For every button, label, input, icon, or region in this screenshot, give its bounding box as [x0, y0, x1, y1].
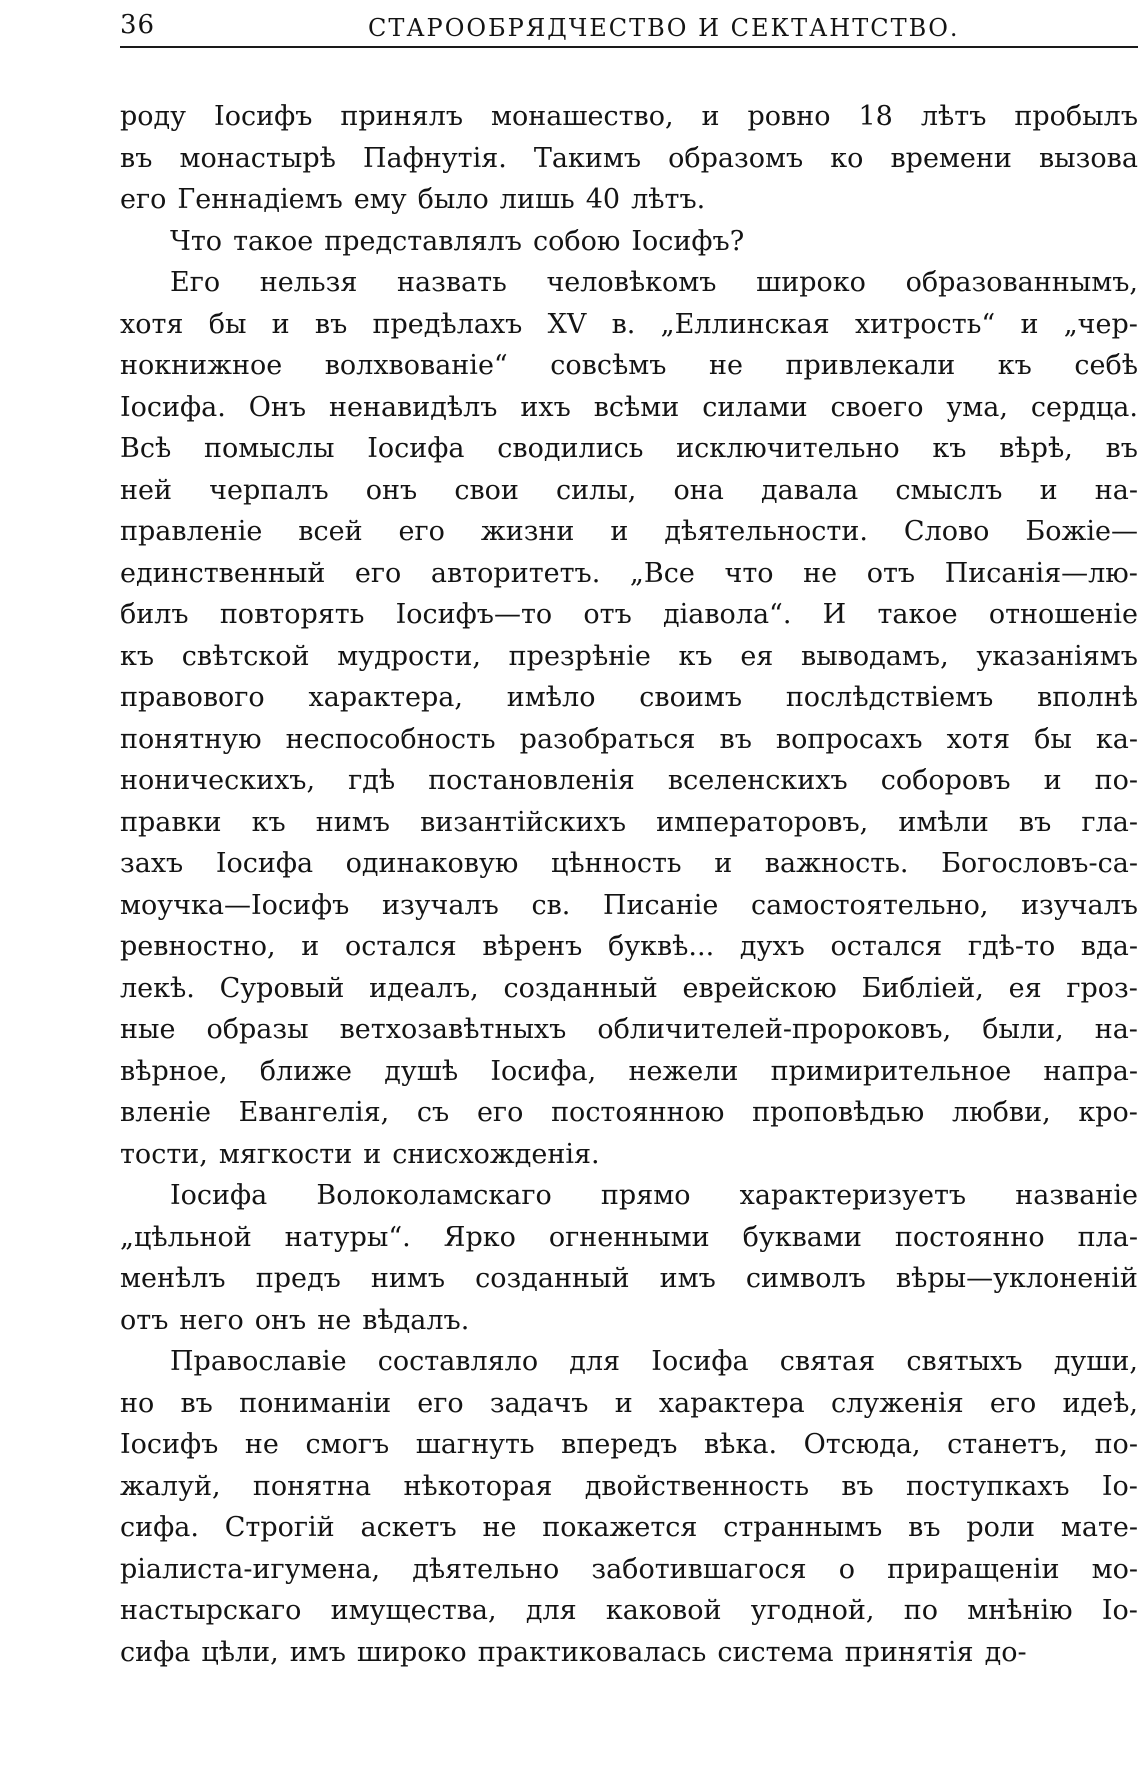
paragraph	[120, 1175, 1138, 1341]
running-title: СТАРООБРЯДЧЕСТВО И СЕКТАНТСТВО.	[368, 14, 960, 42]
text-line: его Геннадіемъ ему было лишь 40 лѣтъ.	[120, 184, 706, 215]
running-head	[120, 6, 1138, 48]
paragraph	[120, 96, 1138, 221]
paragraph	[120, 1341, 1138, 1673]
text-line: хотя бы и въ предѣлахъ XV в. „Еллинская хитрость“ и „чер-	[120, 308, 1138, 340]
text-line: Іосифа. Онъ ненавидѣлъ ихъ всѣми силами своего ума, сердца.	[120, 391, 1138, 423]
text-line: Всѣ помыслы Іосифа сводились исключительно къ вѣрѣ, въ	[120, 433, 1138, 464]
text-line: билъ повторять Іосифъ—то отъ діавола“. И такое отношеніе	[120, 599, 1138, 630]
text-line: „цѣльной натуры“. Ярко огненными буквами постоянно пла-	[120, 1221, 1138, 1253]
text-line: понятную неспособность разобраться въ вопросахъ хотя бы ка-	[120, 723, 1138, 755]
text-line: единственный его авторитетъ. „Все что не отъ Писанія—лю-	[120, 557, 1138, 589]
text-line: правки къ нимъ византійскихъ императоровъ, имѣли въ гла-	[120, 806, 1138, 838]
text-line: вленіе Евангелія, съ его постоянною проповѣдью любви, кро-	[120, 1097, 1138, 1128]
text-line: сифа. Строгій аскетъ не покажется страннымъ въ роли мате-	[120, 1512, 1138, 1543]
text-line: правленіе всей его жизни и дѣятельности. Слово Божіе—	[120, 516, 1138, 547]
text-line: моучка—Іосифъ изучалъ св. Писаніе самостоятельно, изучалъ	[120, 889, 1138, 921]
text-line: ней черпалъ онъ свои силы, она давала смыслъ и на-	[120, 474, 1138, 506]
text-line: нокнижное волхвованіе“ совсѣмъ не привлекали къ себѣ	[120, 350, 1138, 381]
text-line: захъ Іосифа одинаковую цѣнность и важность. Богословъ-са-	[120, 848, 1138, 879]
text-line: ріалиста-игумена, дѣятельно заботившагося о приращеніи мо-	[120, 1553, 1138, 1585]
text-line: менѣлъ предъ нимъ созданный имъ символъ вѣры—уклоненій	[120, 1263, 1138, 1294]
paragraph	[120, 221, 1138, 263]
text-line: Что такое представлялъ собою Іосифъ?	[170, 225, 745, 257]
text-line: ные образы ветхозавѣтныхъ обличителей-пророковъ, были, на-	[120, 1014, 1138, 1045]
text-line: вѣрное, ближе душѣ Іосифа, нежели примирительное напра-	[120, 1055, 1138, 1087]
text-line: лекѣ. Суровый идеалъ, созданный еврейскою Библіей, ея гроз-	[120, 972, 1138, 1004]
text-line: но въ пониманіи его задачъ и характера служенія его идеѣ,	[120, 1387, 1138, 1419]
text-line: Его нельзя назвать человѣкомъ широко образованнымъ,	[170, 267, 1138, 298]
text-line: настырскаго имущества, для каковой угодной, по мнѣнію Іо-	[120, 1595, 1138, 1626]
text-line: въ монастырѣ Пафнутія. Такимъ образомъ ко времени вызова	[120, 142, 1138, 174]
paragraph	[120, 262, 1138, 1175]
text-line: ревностно, и остался вѣренъ буквѣ... духъ остался гдѣ-то вда-	[120, 931, 1138, 962]
text-line: ноническихъ, гдѣ постановленія вселенскихъ соборовъ и по-	[120, 765, 1138, 796]
text-line: отъ него онъ не вѣдалъ.	[120, 1304, 470, 1336]
text-line: правового характера, имѣло своимъ послѣдствіемъ вполнѣ	[120, 682, 1138, 713]
text-line: сифа цѣли, имъ широко практиковалась система принятія до-	[120, 1636, 1027, 1668]
text-line: жалуй, понятна нѣкоторая двойственность въ поступкахъ Іо-	[120, 1470, 1138, 1502]
page-number: 36	[120, 10, 156, 40]
text-line: тости, мягкости и снисхожденія.	[120, 1138, 600, 1170]
text-line: роду Іосифъ принялъ монашество, и ровно 18 лѣтъ пробылъ	[120, 101, 1138, 132]
text-line: къ свѣтской мудрости, презрѣніе къ ея выводамъ, указаніямъ	[120, 640, 1138, 672]
text-line: Іосифъ не смогъ шагнуть впередъ вѣка. Отсюда, станетъ, по-	[120, 1429, 1138, 1460]
body-text	[120, 96, 1138, 1673]
text-line: Православіе составляло для Іосифа святая святыхъ души,	[170, 1346, 1138, 1377]
text-line: Іосифа Волоколамскаго прямо характеризуетъ названіе	[170, 1180, 1138, 1211]
